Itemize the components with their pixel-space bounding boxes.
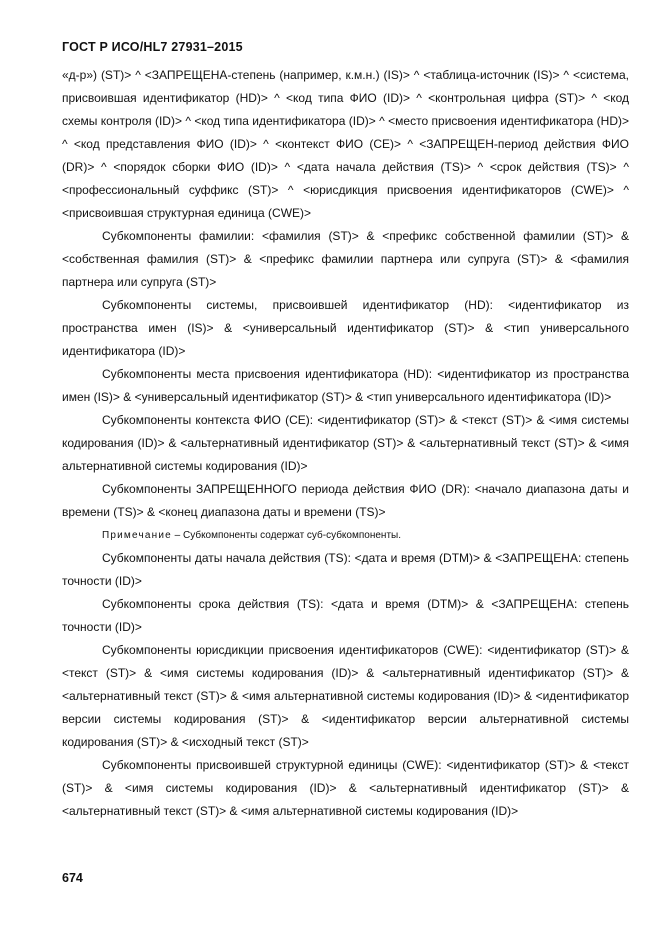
page-number: 674 xyxy=(62,871,83,885)
paragraph-name-validity-range-subcomponents: Субкомпоненты ЗАПРЕЩЕННОГО периода действия ФИО (DR): <начало диапазона даты и времени (TS)> & <конец диапазона даты и времени (TS)> xyxy=(62,482,629,519)
paragraph-continuation: «д-р») (ST)> ^ <ЗАПРЕЩЕНА-степень (например, к.м.н.) (IS)> ^ <таблица-источник (IS)> ^ <система, присвоившая идентификатор (HD)> ^ <код типа ФИО (ID)> ^ <контрольная цифра (ST)> ^ <код схемы контроля (ID)> ^ <код типа идентификатора (ID)> ^ <место присвоения идентификатора (HD)> ^ <код представления ФИО (ID)> ^ <контекст ФИО (CE)> ^ <ЗАПРЕЩЕН-период действия ФИО (DR)> ^ <порядок сборки ФИО (ID)> ^ <дата начала действия (TS)> ^ <срок действия (TS)> ^ <профессиональный суффикс (ST)> ^ <юрисдикция присвоения идентификаторов (CWE)> ^ <присвоившая структурная единица (CWE)> xyxy=(62,68,629,220)
paragraph-assigning-department-subcomponents: Субкомпоненты присвоившей структурной единицы (CWE): <идентификатор (ST)> & <текст (ST)> & <имя системы кодирования (ID)> & <альтернативный идентификатор (ST)> & <альтернативный текст (ST)> & <имя альтернативной системы кодирования (ID)> xyxy=(62,758,629,818)
note xyxy=(62,524,629,547)
paragraph-surname-subcomponents: Субкомпоненты фамилии: <фамилия (ST)> & <префикс собственной фамилии (ST)> & <собственная фамилия (ST)> & <префикс фамилии партнера или супруга (ST)> & <фамилия партнера или супруга (ST)> xyxy=(62,229,629,289)
document-body xyxy=(62,64,629,823)
paragraph-name-context-subcomponents: Субкомпоненты контекста ФИО (CE): <идентификатор (ST)> & <текст (ST)> & <имя системы кодирования (ID)> & <альтернативный идентификатор (ST)> & <альтернативный текст (ST)> & <имя альтернативной системы кодирования (ID)> xyxy=(62,413,629,473)
document-header: ГОСТ Р ИСО/HL7 27931–2015 xyxy=(62,40,243,54)
paragraph-assigning-system-subcomponents: Субкомпоненты системы, присвоившей идентификатор (HD): <идентификатор из пространства имен (IS)> & <универсальный идентификатор (ST)> & <тип универсального идентификатора (ID)> xyxy=(62,298,629,358)
paragraph-assigning-facility-subcomponents: Субкомпоненты места присвоения идентификатора (HD): <идентификатор из пространства имен (IS)> & <универсальный идентификатор (ST)> & <тип универсального идентификатора (ID)> xyxy=(62,367,629,404)
paragraph-assigning-jurisdiction-subcomponents: Субкомпоненты юрисдикции присвоения идентификаторов (CWE): <идентификатор (ST)> & <текст (ST)> & <имя системы кодирования (ID)> & <альтернативный идентификатор (ST)> & <альтернативный текст (ST)> & <имя альтернативной системы кодирования (ID)> & <идентификатор версии системы кодирования (ST)> & <идентификатор версии альтернативной системы кодирования (ST)> & <исходный текст (ST)> xyxy=(62,643,629,749)
paragraph-effective-date-subcomponents: Субкомпоненты даты начала действия (TS): <дата и время (DTM)> & <ЗАПРЕЩЕНА: степень точности (ID)> xyxy=(62,551,629,588)
note-text: – Субкомпоненты содержат суб-субкомпоненты. xyxy=(171,530,401,541)
paragraph-expiration-date-subcomponents: Субкомпоненты срока действия (TS): <дата и время (DTM)> & <ЗАПРЕЩЕНА: степень точности (ID)> xyxy=(62,597,629,634)
note-label: Примечание xyxy=(102,530,172,541)
